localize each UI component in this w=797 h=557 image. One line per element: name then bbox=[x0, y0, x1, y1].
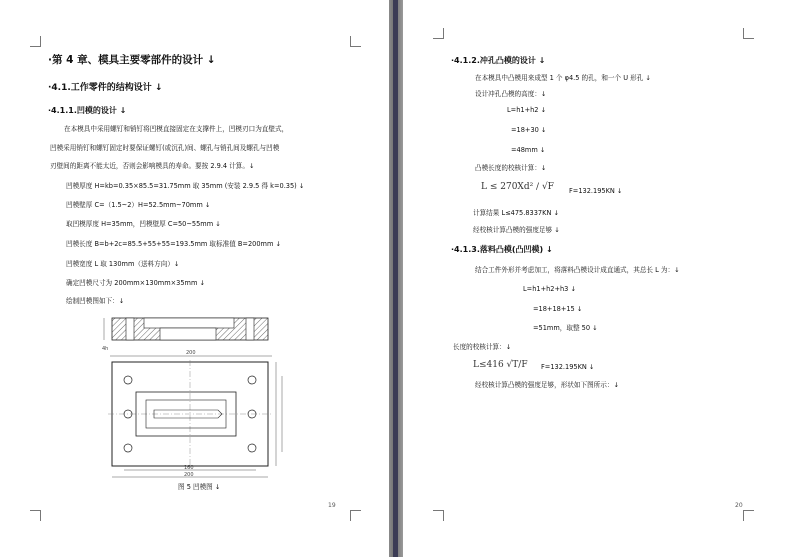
body-line: 结合工件外形并考虑加工，将落料凸模设计成直通式，其总长 L 为：↓ bbox=[475, 266, 680, 274]
crop-mark bbox=[30, 36, 41, 47]
paragraph-line: 在本模具中采用螺钉和销钉将凹模直接固定在支撑件上，凹模刃口为直壁式， bbox=[64, 125, 289, 133]
body-line: 计算结果 L≤475.8337KN ↓ bbox=[473, 209, 560, 217]
formula-line: L=h1+h2+h3 ↓ bbox=[523, 285, 576, 293]
chapter-title: ·第 4 章、模具主要零部件的设计 ↓ bbox=[48, 54, 216, 66]
subsection-title-412: ·4.1.2.冲孔凸模的设计 ↓ bbox=[451, 56, 546, 65]
crop-mark bbox=[30, 510, 41, 521]
calc-line: 确定凹模尺寸为 200mm×130mm×35mm ↓ bbox=[66, 279, 206, 287]
subsection-title: ·4.1.1.凹模的设计 ↓ bbox=[48, 106, 127, 115]
body-line: 经校核计算凸模的强度足够，形状如下图所示：↓ bbox=[475, 381, 619, 389]
formula-line: =18+18+15 ↓ bbox=[533, 305, 583, 313]
calc-line: 取凹模厚度 H=35mm，凹模壁厚 C=50~55mm ↓ bbox=[66, 220, 221, 228]
dim-label: 4h bbox=[102, 346, 109, 352]
crop-mark bbox=[743, 28, 754, 39]
crop-mark bbox=[350, 36, 361, 47]
calc-line: 凹模壁厚 C=（1.5~2）H=52.5mm~70mm ↓ bbox=[66, 201, 211, 209]
section-view bbox=[102, 318, 268, 352]
crop-mark bbox=[433, 510, 444, 521]
calc-line: 凹模厚度 H=kb=0.35×85.5=31.75mm 取 35mm (安装 2.9.5 得 k=0.35) ↓ bbox=[66, 182, 305, 190]
paragraph-line: 凹模采用销钉和螺钉固定时要保证螺钉(或沉孔)间、螺孔与销孔间及螺孔与凹模 bbox=[50, 144, 280, 152]
formula-2: L≤416 √T/F bbox=[473, 360, 528, 370]
paragraph-line: 刃壁间的距离不能太近，否则会影响模具的寿命。要按 2.9.4 计算。↓ bbox=[50, 162, 255, 170]
section-title: ·4.1.工作零件的结构设计 ↓ bbox=[48, 83, 163, 93]
document-page-19 bbox=[0, 0, 389, 557]
calc-line: 凹模长度 B=b+2c=85.5+55+55=193.5mm 取标准值 B=200mm ↓ bbox=[66, 240, 282, 248]
dim-label: 200 bbox=[186, 350, 196, 356]
page-number: 19 bbox=[328, 502, 336, 509]
formula-1-value: F=132.195KN ↓ bbox=[569, 187, 623, 195]
crop-mark bbox=[433, 28, 444, 39]
formula-line: =18+30 ↓ bbox=[511, 126, 547, 134]
page-gutter bbox=[389, 0, 403, 557]
formula-2-value: F=132.195KN ↓ bbox=[541, 363, 595, 371]
subsection-title-413: ·4.1.3.落料凸模(凸凹模) ↓ bbox=[451, 245, 553, 254]
body-line: 经校核计算凸模的强度足够 ↓ bbox=[473, 226, 560, 234]
body-line: 在本模具中凸模用来成型 1 个 φ4.5 的孔，和一个 U 形孔 ↓ bbox=[475, 74, 651, 82]
calc-line: 凹模宽度 L 取 130mm（送料方向）↓ bbox=[66, 260, 180, 268]
figure-caption: 图 5 凹模图 ↓ bbox=[178, 483, 221, 491]
body-line: 长度的校核计算：↓ bbox=[453, 343, 512, 351]
formula-line: =48mm ↓ bbox=[511, 146, 546, 154]
body-line: 凸模长度的校核计算：↓ bbox=[475, 164, 547, 172]
body-line: 设计冲孔凸模的高度：↓ bbox=[475, 90, 547, 98]
formula-line: L=h1+h2 ↓ bbox=[507, 106, 547, 114]
formula-line: =51mm，取整 50 ↓ bbox=[533, 324, 598, 332]
calc-line: 绘制凹模图如下：↓ bbox=[66, 297, 125, 305]
document-page-20 bbox=[403, 0, 797, 557]
plan-view bbox=[108, 360, 282, 470]
crop-mark bbox=[743, 510, 754, 521]
page-number: 20 bbox=[735, 502, 743, 509]
dim-label: 200 bbox=[184, 472, 194, 478]
dim-label: 160 bbox=[184, 465, 194, 471]
crop-mark bbox=[350, 510, 361, 521]
die-drawing bbox=[100, 310, 300, 480]
formula-1: L ≤ 270Xd² ∕ √F bbox=[481, 182, 554, 192]
